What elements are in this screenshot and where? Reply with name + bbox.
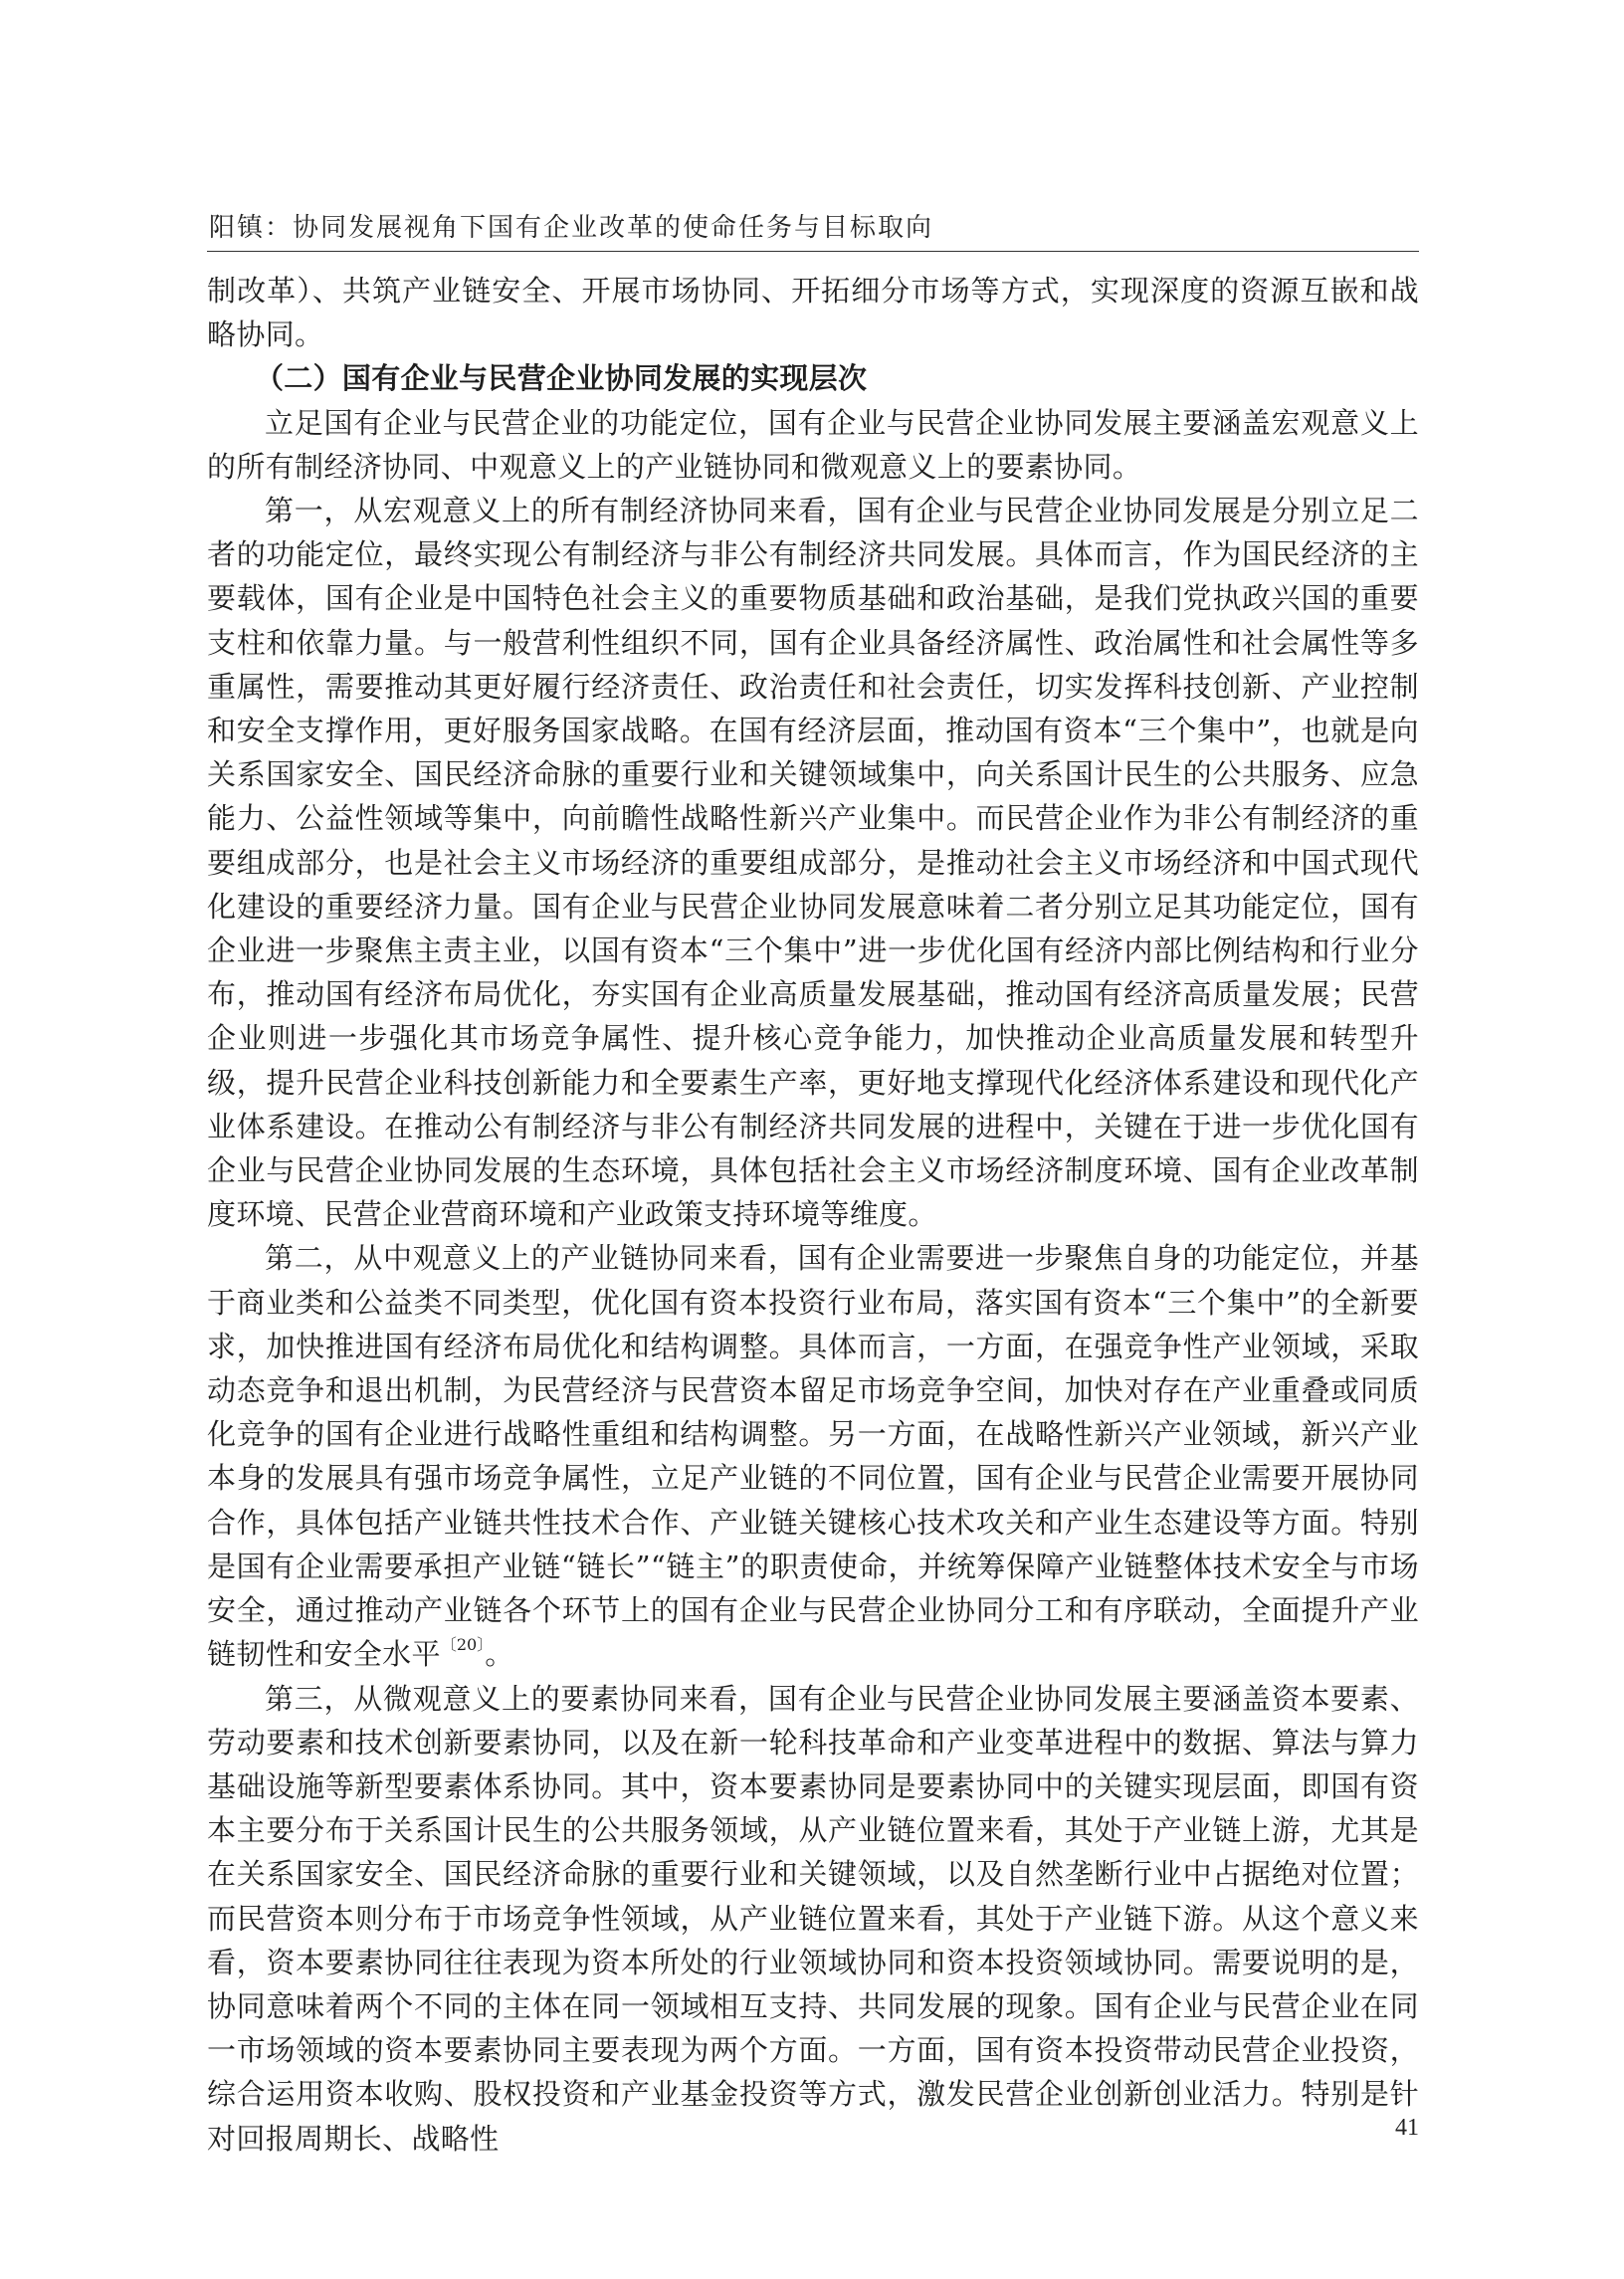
paragraph-first: 第一，从宏观意义上的所有制经济协同来看，国有企业与民营企业协同发展是分别立足二者的功能定位，最终实现公有制经济与非公有制经济共同发展。具体而言，作为国民经济的主要载体，国有企业是中国特色社会主义的重要物质基础和政治基础，是我们党执政兴国的重要支柱和依靠力量。与一般营利性组织不同，国有企业具备经济属性、政治属性和社会属性等多重属性，需要推动其更好履行经济责任、政治责任和社会责任，切实发挥科技创新、产业控制和安全支撑作用，更好服务国家战略。在国有经济层面，推动国有资本“三个集中”，也就是向关系国家安全、国民经济命脉的重要行业和关键领域集中，向关系国计民生的公共服务、应急能力、公益性领域等集中，向前瞻性战略性新兴产业集中。而民营企业作为非公有制经济的重要组成部分，也是社会主义市场经济的重要组成部分，是推动社会主义市场经济和中国式现代化建设的重要经济力量。国有企业与民营企业协同发展意味着二者分别立足其功能定位，国有企业进一步聚焦主责主业，以国有资本“三个集中”进一步优化国有经济内部比例结构和行业分布，推动国有经济布局优化，夯实国有企业高质量发展基础，推动国有经济高质量发展；民营企业则进一步强化其市场竞争属性、提升核心竞争能力，加快推动企业高质量发展和转型升级，提升民营企业科技创新能力和全要素生产率，更好地支撑现代化经济体系建设和现代化产业体系建设。在推动公有制经济与非公有制经济共同发展的进程中，关键在于进一步优化国有企业与民营企业协同发展的生态环境，具体包括社会主义市场经济制度环境、国有企业改革制度环境、民营企业营商环境和产业政策支持环境等维度。 [207, 494, 1419, 1232]
paragraph-second [207, 1236, 1419, 1676]
running-header: 阳镇：协同发展视角下国有企业改革的使命任务与目标取向 [209, 213, 934, 243]
paragraph-second-text: 第二，从中观意义上的产业链协同来看，国有企业需要进一步聚焦自身的功能定位，并基于商业类和公益类不同类型，优化国有资本投资行业布局，落实国有资本“三个集中”的全新要求，加快推进国有经济布局优化和结构调整。具体而言，一方面，在强竞争性产业领域，采取动态竞争和退出机制，为民营经济与民营资本留足市场竞争空间，加快对存在产业重叠或同质化竞争的国有企业进行战略性重组和结构调整。另一方面，在战略性新兴产业领域，新兴产业本身的发展具有强市场竞争属性，立足产业链的不同位置，国有企业与民营企业需要开展协同合作，具体包括产业链共性技术合作、产业链关键核心技术攻关和产业生态建设等方面。特别是国有企业需要承担产业链“链长”“链主”的职责使命，并统筹保障产业链整体技术安全与市场安全，通过推动产业链各个环节上的国有企业与民营企业协同分工和有序联动，全面提升产业链韧性和安全水平 [207, 1241, 1419, 1672]
article-body [207, 269, 1419, 2161]
paragraph-continued: 制改革）、共筑产业链安全、开展市场协同、开拓细分市场等方式，实现深度的资源互嵌和战略协同。 [207, 274, 1419, 352]
citation-marker: 〔20〕 [440, 1635, 486, 1655]
header-rule [207, 251, 1419, 252]
paragraph-second-end: 。 [485, 1637, 514, 1672]
section-heading: （二）国有企业与民营企业协同发展的实现层次 [255, 361, 868, 396]
page-number: 41 [1395, 2115, 1419, 2141]
paragraph-intro: 立足国有企业与民营企业的功能定位，国有企业与民营企业协同发展主要涵盖宏观意义上的所有制经济协同、中观意义上的产业链协同和微观意义上的要素协同。 [207, 405, 1419, 484]
paragraph-third: 第三，从微观意义上的要素协同来看，国有企业与民营企业协同发展主要涵盖资本要素、劳动要素和技术创新要素协同，以及在新一轮科技革命和产业变革进程中的数据、算法与算力基础设施等新型要素体系协同。其中，资本要素协同是要素协同中的关键实现层面，即国有资本主要分布于关系国计民生的公共服务领域，从产业链位置来看，其处于产业链上游，尤其是在关系国家安全、国民经济命脉的重要行业和关键领域，以及自然垄断行业中占据绝对位置；而民营资本则分布于市场竞争性领域，从产业链位置来看，其处于产业链下游。从这个意义来看，资本要素协同往往表现为资本所处的行业领域协同和资本投资领域协同。需要说明的是，协同意味着两个不同的主体在同一领域相互支持、共同发展的现象。国有企业与民营企业在同一市场领域的资本要素协同主要表现为两个方面。一方面，国有资本投资带动民营企业投资，综合运用资本收购、股权投资和产业基金投资等方式，激发民营企业创新创业活力。特别是针对回报周期长、战略性 [207, 1681, 1419, 2156]
